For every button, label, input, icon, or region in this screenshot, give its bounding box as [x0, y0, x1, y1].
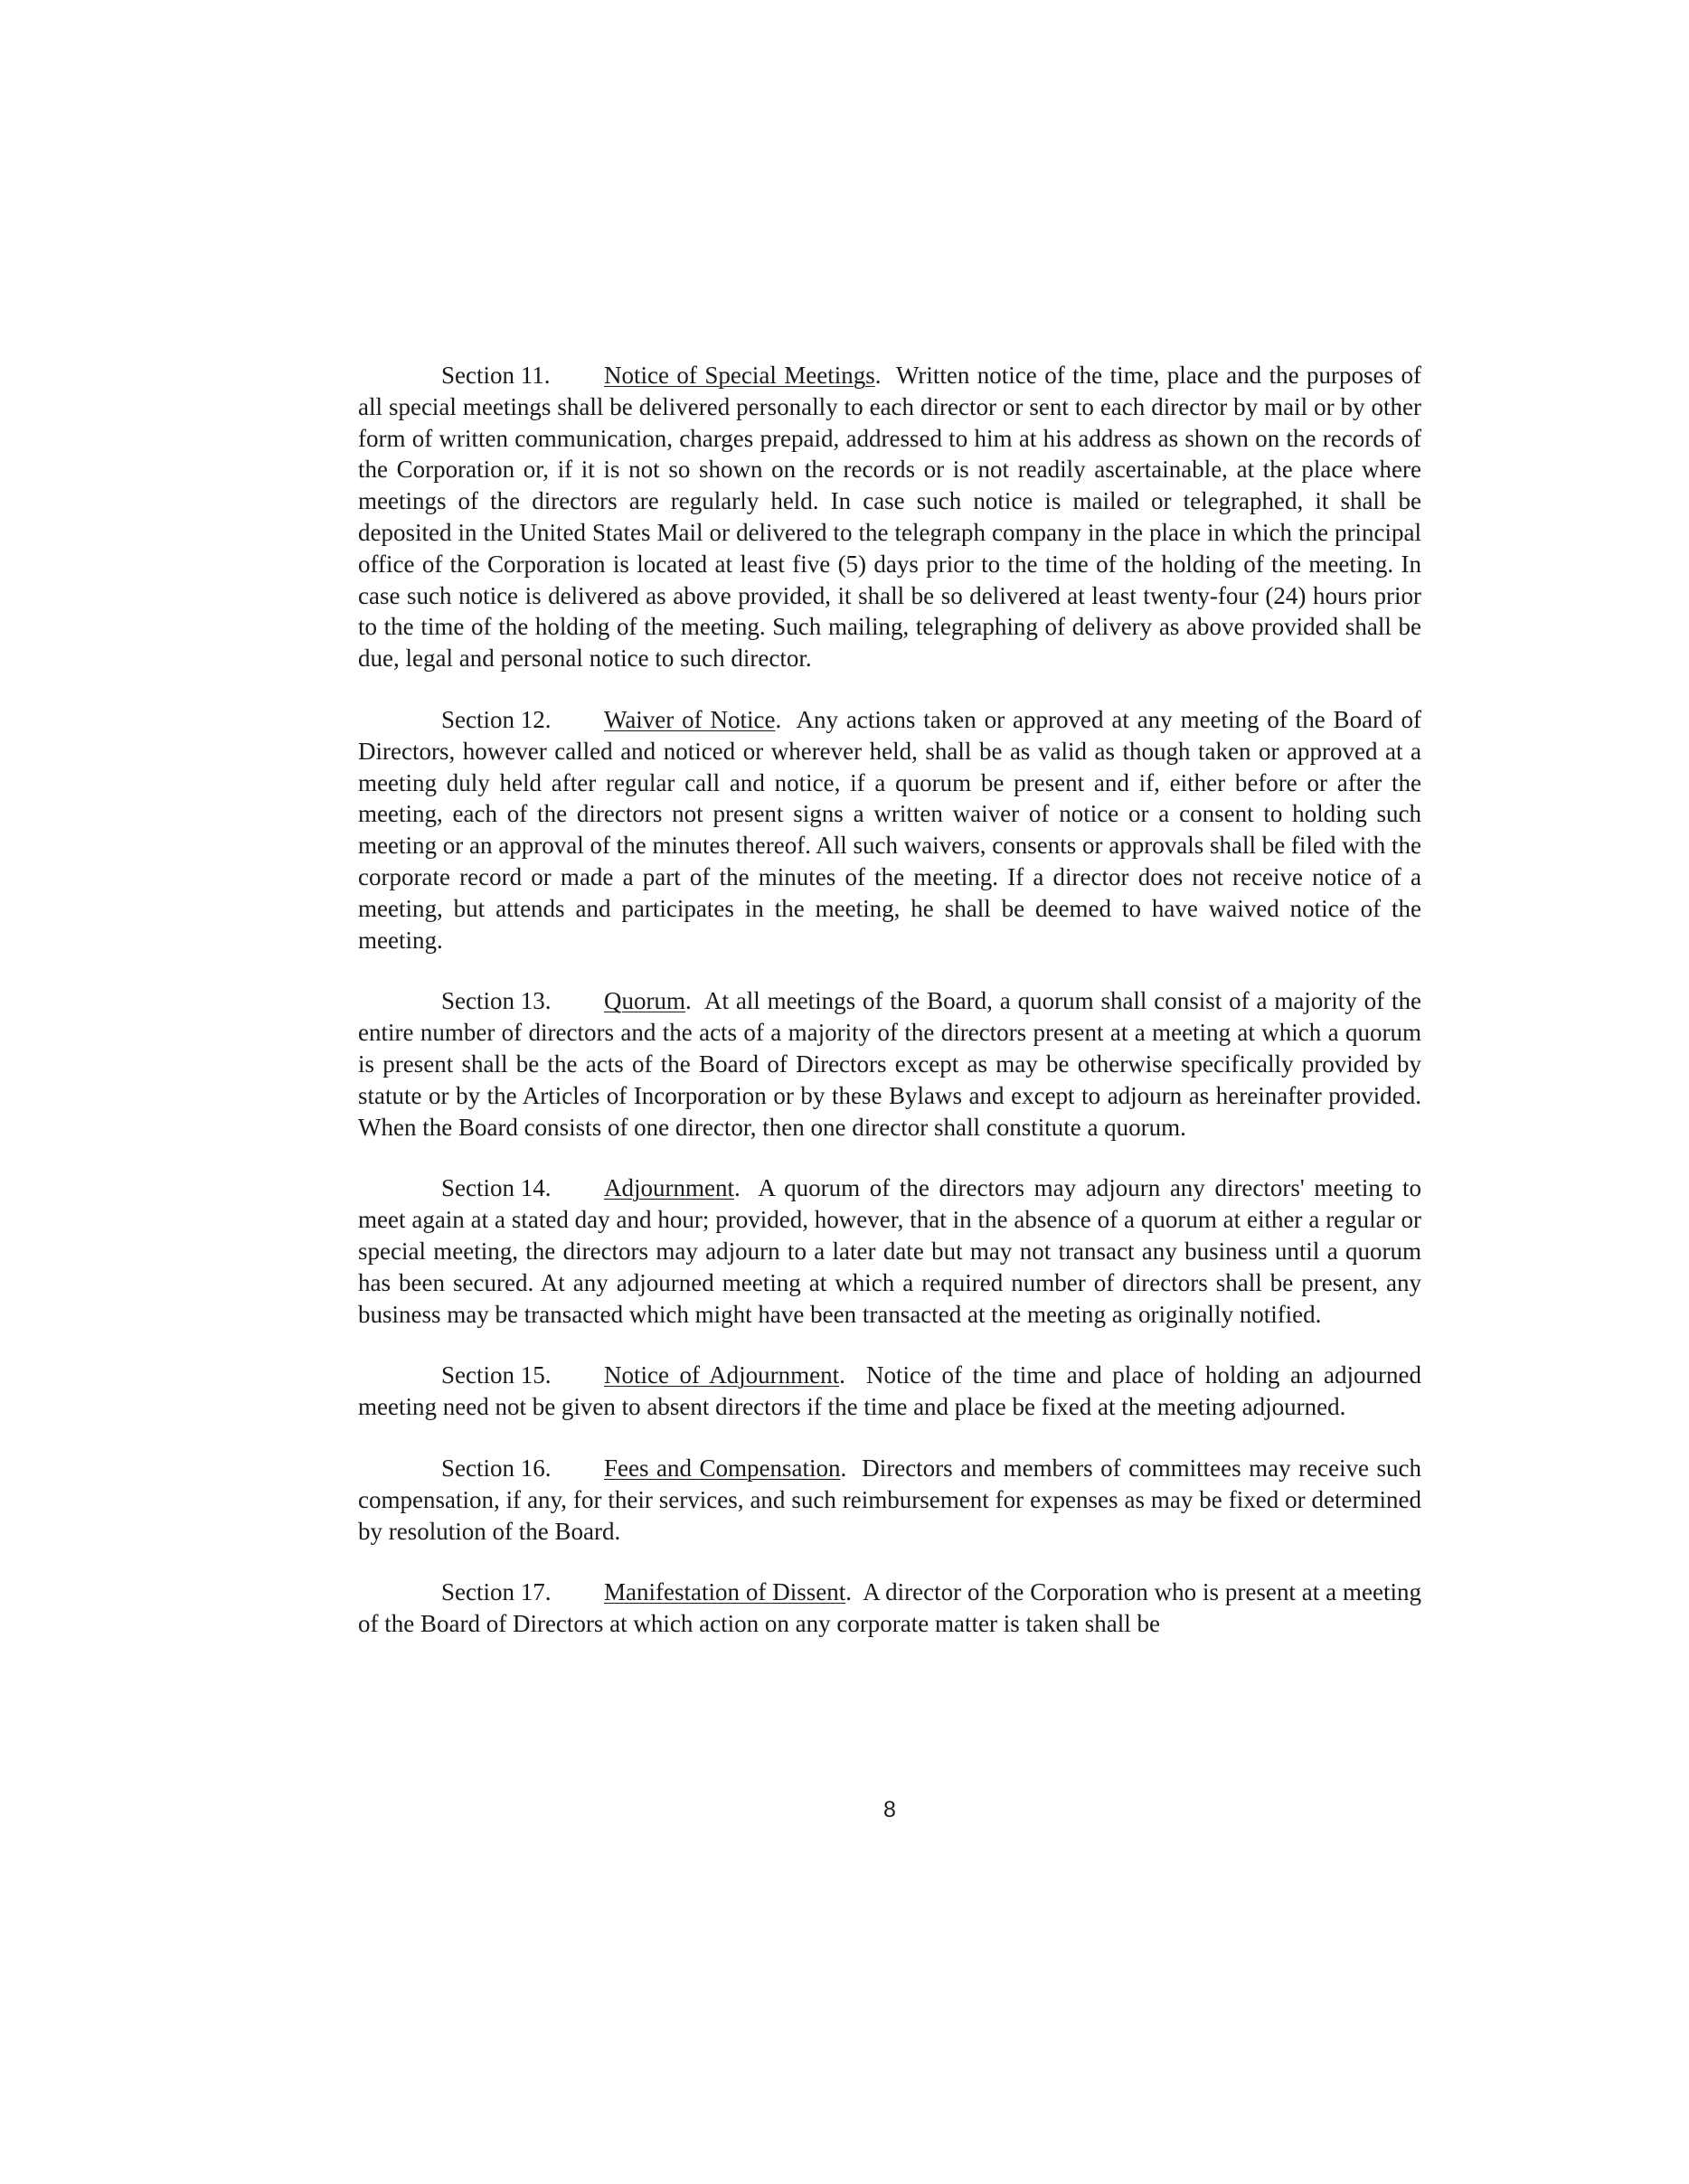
section-text: A director of the Corporation who is present at a meeting of the Board of Directors at which action on any corporate matter is taken shall be — [358, 1578, 1421, 1638]
document-body — [358, 360, 1421, 1670]
section-heading: Notice of Adjournment — [604, 1361, 840, 1389]
section-number: Section 11. — [441, 362, 551, 389]
section-heading: Fees and Compensation — [604, 1454, 841, 1482]
section-11: Section 11. Notice of Special Meetings. Written notice of the time, place and the purposes of all special meetings shall be delivered personally to each director or sent to each director by mail or by other form of written communication, charges prepaid, addressed to him at his address as shown on the records of the Corporation or, if it is not so shown on the records or is not readily ascertainable, at the place where meetings of the directors are regularly held. In case such notice is mailed or telegraphed, it shall be deposited in the United States Mail or delivered to the telegraph company in the place in which the principal office of the Corporation is located at least five (5) days prior to the time of the holding of the meeting. In case such notice is delivered as above provided, it shall be so delivered at least twenty-four (24) hours prior to the time of the holding of the meeting. Such mailing, telegraphing of delivery as above provided shall be due, legal and personal notice to such director. — [358, 362, 1421, 673]
section-heading: Quorum — [604, 987, 685, 1015]
section-13: Section 13. Quorum. At all meetings of the Board, a quorum shall consist of a majority of the entire number of directors and the acts of a majority of the directors present at a meeting at which a quorum is present shall be the acts of the Board of Directors except as may be otherwise specifically provided by statute or by the Articles of Incorporation or by these Bylaws and except to adjourn as hereinafter provided. When the Board consists of one director, then one director shall constitute a quorum. — [358, 987, 1421, 1141]
section-text: Written notice of the time, place and the purposes of all special meetings shall be delivered personally to each director or sent to each director by mail or by other form of written communication, charges prepaid, addressed to him at his address as shown on the records of the Corporation or, if it is not so shown on the records or is not readily ascertainable, at the place where meetings of the directors are regularly held. In case such notice is mailed or telegraphed, it shall be deposited in the United States Mail or delivered to the telegraph company in the place in which the principal office of the Corporation is located at least five (5) days prior to the time of the holding of the meeting. In case such notice is delivered as above provided, it shall be so delivered at least twenty-four (24) hours prior to the time of the holding of the meeting. Such mailing, telegraphing of delivery as above provided shall be due, legal and personal notice to such director. — [358, 362, 1421, 673]
section-number: Section 12. — [441, 705, 552, 733]
section-number: Section 15. — [441, 1361, 552, 1389]
section-15: Section 15. Notice of Adjournment. Notice of the time and place of holding an adjourned meeting need not be given to absent directors if the time and place be fixed at the meeting adjourned. — [358, 1361, 1422, 1421]
section-14: Section 14. Adjournment. A quorum of the directors may adjourn any directors' meeting to meet again at a stated day and hour; provided, however, that in the absence of a quorum at either a regular or special meeting, the directors may adjourn to a later date but may not transact any business until a quorum has been secured. At any adjourned meeting at which a required number of directors shall be present, any business may be transacted which might have been transacted at the meeting as originally notified. — [358, 1174, 1422, 1328]
section-heading: Waiver of Notice — [604, 705, 776, 733]
section-text: Notice of the time and place of holding an adjourned meeting need not be given to absent directors if the time and place be fixed at the meeting adjourned. — [358, 1361, 1422, 1421]
section-number: Section 14. — [441, 1174, 552, 1202]
section-text: At all meetings of the Board, a quorum shall consist of a majority of the entire number of directors and the acts of a majority of the directors present at a meeting at which a quorum is present shall be the acts of the Board of Directors except as may be otherwise specifically provided by statute or by the Articles of Incorporation or by these Bylaws and except to adjourn as hereinafter provided. When the Board consists of one director, then one director shall constitute a quorum. — [358, 987, 1421, 1141]
section-text: Directors and members of committees may receive such compensation, if any, for their services, and such reimbursement for expenses as may be fixed or determined by resolution of the Board. — [358, 1454, 1421, 1545]
section-number: Section 17. — [441, 1578, 552, 1606]
section-17: Section 17. Manifestation of Dissent. A director of the Corporation who is present at a meeting of the Board of Directors at which action on any corporate matter is taken shall be — [358, 1578, 1421, 1638]
section-heading: Manifestation of Dissent — [604, 1578, 846, 1606]
section-number: Section 16. — [441, 1454, 552, 1482]
section-text: A quorum of the directors may adjourn any directors' meeting to meet again at a stated day and hour; provided, however, that in the absence of a quorum at either a regular or special meeting, the directors may adjourn to a later date but may not transact any business until a quorum has been secured. At any adjourned meeting at which a required number of directors shall be present, any business may be transacted which might have been transacted at the meeting as originally notified. — [358, 1174, 1422, 1328]
page-number: 8 — [883, 1797, 896, 1822]
section-number: Section 13. — [441, 987, 552, 1015]
section-heading: Notice of Special Meetings — [604, 362, 875, 389]
section-text: Any actions taken or approved at any meeting of the Board of Directors, however called and noticed or wherever held, shall be as valid as though taken or approved at a meeting duly held after regular call and notice, if a quorum be present and if, either before or after the meeting, each of the directors not present signs a written waiver of notice or a consent to holding such meeting or an approval of the minutes thereof. All such waivers, consents or approvals shall be filed with the corporate record or made a part of the minutes of the meeting. If a director does not receive notice of a meeting, but attends and participates in the meeting, he shall be deemed to have waived notice of the meeting. — [358, 705, 1422, 954]
section-12: Section 12. Waiver of Notice. Any actions taken or approved at any meeting of the Board of Directors, however called and noticed or wherever held, shall be as valid as though taken or approved at a meeting duly held after regular call and notice, if a quorum be present and if, either before or after the meeting, each of the directors not present signs a written waiver of notice or a consent to holding such meeting or an approval of the minutes thereof. All such waivers, consents or approvals shall be filed with the corporate record or made a part of the minutes of the meeting. If a director does not receive notice of a meeting, but attends and participates in the meeting, he shall be deemed to have waived notice of the meeting. — [358, 705, 1422, 954]
section-heading: Adjournment — [604, 1174, 734, 1202]
section-16: Section 16. Fees and Compensation. Directors and members of committees may receive such compensation, if any, for their services, and such reimbursement for expenses as may be fixed or determined by resolution of the Board. — [358, 1454, 1421, 1545]
